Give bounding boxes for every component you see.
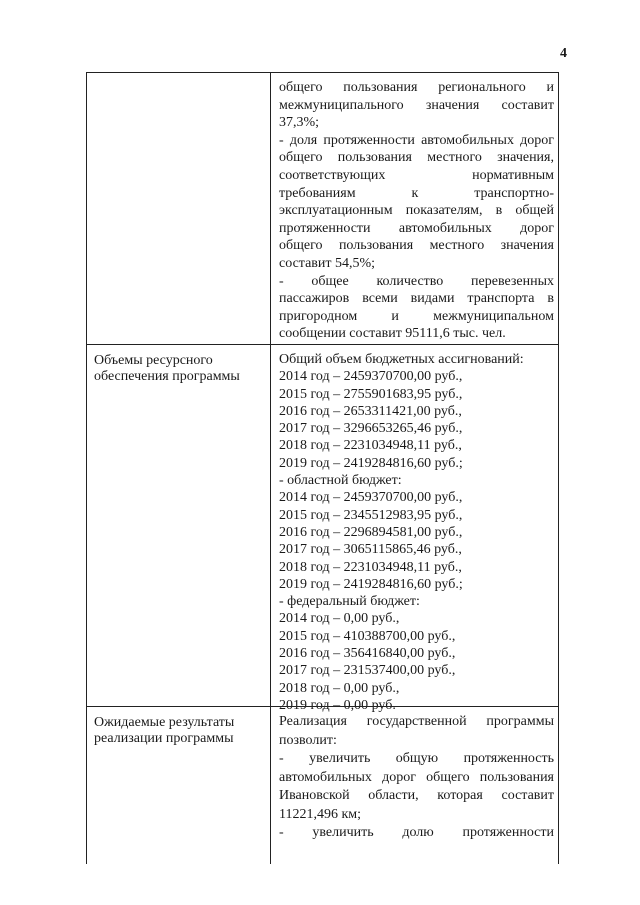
text-line: 2015 год – 2345512983,95 руб., bbox=[279, 507, 463, 523]
text-line: 2016 год – 2653311421,00 руб., bbox=[279, 403, 462, 419]
text-line: составит 54,5%; bbox=[279, 255, 376, 271]
text-line: 2019 год – 2419284816,60 руб.; bbox=[279, 576, 463, 592]
label-line: Ожидаемые результаты bbox=[94, 715, 235, 730]
text-line: 11221,496 км; bbox=[279, 806, 362, 822]
text-line: - общее количество перевезенных bbox=[279, 273, 554, 289]
text-line: 2018 год – 0,00 руб., bbox=[279, 680, 400, 696]
text-line: - увеличить долю протяженности bbox=[279, 825, 554, 840]
text-line: 2014 год – 2459370700,00 руб., bbox=[279, 490, 463, 506]
text-line: - увеличить общую протяженность bbox=[279, 751, 554, 766]
text-line: пассажиров всеми видами транспорта в bbox=[279, 291, 554, 307]
text-line: 37,3%; bbox=[279, 115, 320, 131]
text-line: 2016 год – 2296894581,00 руб., bbox=[279, 524, 463, 540]
label-line: Объемы ресурсного bbox=[94, 353, 213, 368]
text-line: 2014 год – 2459370700,00 руб., bbox=[279, 369, 463, 385]
text-line: 2017 год – 3296653265,46 руб., bbox=[279, 421, 463, 437]
text-line: требованиям к транспортно- bbox=[279, 185, 554, 201]
program-passport-table bbox=[86, 72, 559, 864]
table-row bbox=[86, 72, 559, 344]
text-line: 2017 год – 3065115865,46 руб., bbox=[279, 542, 462, 558]
text-line: 2016 год – 356416840,00 руб., bbox=[279, 646, 456, 662]
expected-results-cell bbox=[279, 713, 554, 843]
text-line: 2014 год – 0,00 руб., bbox=[279, 611, 400, 627]
text-line: 2018 год – 2231034948,11 руб., bbox=[279, 559, 462, 575]
text-line: межмуниципального значения составит bbox=[279, 97, 554, 113]
text-line: 2019 год – 2419284816,60 руб.; bbox=[279, 455, 463, 471]
text-line: общего пользования местного значения bbox=[279, 238, 554, 254]
text-line: общего пользования местного значения, bbox=[279, 150, 554, 166]
text-line: позволит: bbox=[279, 732, 337, 748]
table-row bbox=[86, 344, 559, 713]
text-line: Реализация государственной программы bbox=[279, 714, 554, 729]
label-line: реализации программы bbox=[94, 731, 234, 746]
table-row bbox=[86, 706, 559, 864]
text-line: - федеральный бюджет: bbox=[279, 594, 420, 610]
text-line: соответствующих нормативным bbox=[279, 167, 554, 183]
label-line: обеспечения программы bbox=[94, 369, 240, 384]
text-line: эксплуатационным показателям, в общей bbox=[279, 203, 554, 219]
text-line: 2015 год – 2755901683,95 руб., bbox=[279, 386, 463, 402]
page-number: 4 bbox=[560, 46, 567, 61]
text-line: 2019 год – 0,00 руб. bbox=[279, 697, 396, 713]
text-line: 2015 год – 410388700,00 руб., bbox=[279, 628, 456, 644]
text-line: 2017 год – 231537400,00 руб., bbox=[279, 663, 456, 679]
text-line: автомобильных дорог общего пользования bbox=[279, 769, 554, 785]
text-line: общего пользования регионального и bbox=[279, 80, 554, 95]
text-line: протяженности автомобильных дорог bbox=[279, 220, 554, 236]
expected-results-label bbox=[94, 715, 264, 747]
expected-indicators-cell bbox=[279, 79, 554, 343]
text-line: - доля протяженности автомобильных дорог bbox=[279, 132, 554, 148]
resource-support-label bbox=[94, 353, 264, 385]
text-line: Общий объем бюджетных ассигнований: bbox=[279, 352, 524, 367]
text-line: - областной бюджет: bbox=[279, 473, 402, 489]
budget-allocations-cell bbox=[279, 351, 554, 714]
column-divider bbox=[270, 72, 271, 864]
text-line: пригородном и межмуниципальном bbox=[279, 308, 554, 324]
text-line: Ивановской области, которая составит bbox=[279, 788, 554, 803]
text-line: сообщении составит 95111,6 тыс. чел. bbox=[279, 326, 506, 342]
text-line: 2018 год – 2231034948,11 руб., bbox=[279, 438, 462, 454]
